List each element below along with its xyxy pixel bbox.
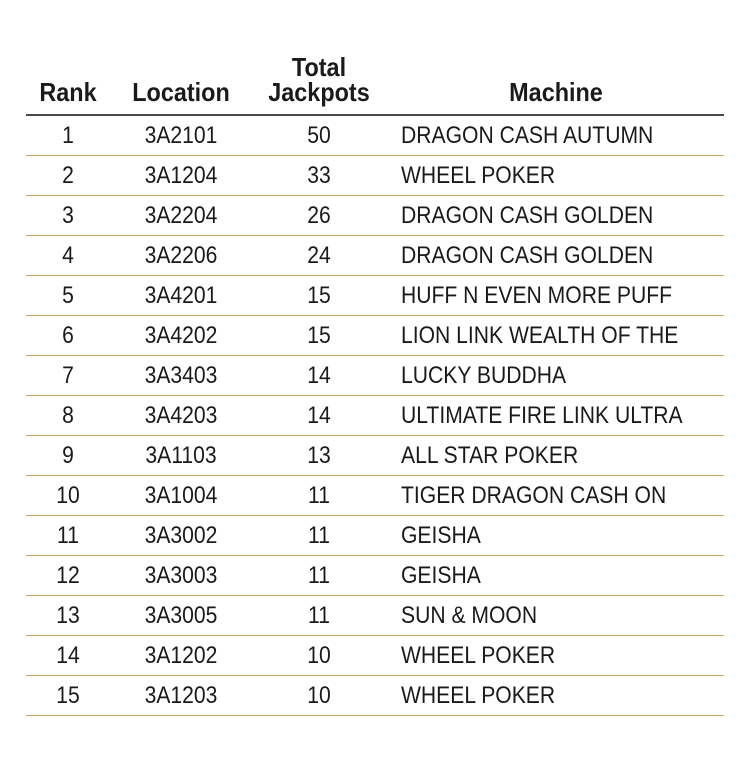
header-machine: Machine — [509, 77, 603, 107]
rank-cell: 8 — [62, 402, 74, 429]
rank-cell: 11 — [57, 522, 79, 549]
location-cell: 3A1204 — [144, 162, 218, 189]
rank-cell: 1 — [62, 122, 74, 149]
table-row — [26, 436, 724, 476]
location-cell: 3A3403 — [144, 362, 218, 389]
total-cell: 14 — [307, 402, 331, 429]
total-cell: 24 — [307, 242, 331, 269]
location-cell: 3A3002 — [144, 522, 218, 549]
rank-cell: 12 — [56, 562, 80, 589]
machine-cell: LUCKY BUDDHA — [401, 362, 567, 389]
table-row — [26, 116, 724, 156]
machine-cell: WHEEL POKER — [401, 642, 556, 669]
rank-cell: 5 — [62, 282, 74, 309]
total-cell: 11 — [308, 482, 330, 509]
rank-cell: 7 — [62, 362, 74, 389]
location-cell: 3A3003 — [144, 562, 218, 589]
total-cell: 50 — [307, 122, 331, 149]
table-row — [26, 596, 724, 636]
table-row — [26, 636, 724, 676]
table-header — [26, 48, 724, 116]
machine-cell: TIGER DRAGON CASH ON — [401, 482, 667, 509]
machine-cell: ALL STAR POKER — [401, 442, 579, 469]
total-cell: 11 — [308, 562, 330, 589]
location-cell: 3A2204 — [144, 202, 218, 229]
jackpot-table — [26, 48, 724, 716]
machine-cell: SUN & MOON — [401, 602, 538, 629]
machine-cell: DRAGON CASH GOLDEN — [401, 202, 654, 229]
table-row — [26, 236, 724, 276]
table-row — [26, 316, 724, 356]
machine-cell: WHEEL POKER — [401, 682, 556, 709]
machine-cell: DRAGON CASH GOLDEN — [401, 242, 654, 269]
machine-cell: WHEEL POKER — [401, 162, 556, 189]
total-cell: 10 — [307, 682, 331, 709]
rank-cell: 2 — [62, 162, 74, 189]
table-row — [26, 476, 724, 516]
rank-cell: 4 — [62, 242, 74, 269]
table-row — [26, 356, 724, 396]
total-cell: 11 — [308, 522, 330, 549]
table-row — [26, 516, 724, 556]
rank-cell: 10 — [56, 482, 80, 509]
machine-cell: DRAGON CASH AUTUMN — [401, 122, 654, 149]
location-cell: 3A1004 — [144, 482, 218, 509]
machine-cell: ULTIMATE FIRE LINK ULTRA — [401, 402, 683, 429]
total-cell: 11 — [308, 602, 330, 629]
machine-cell: GEISHA — [401, 522, 481, 549]
total-cell: 26 — [307, 202, 331, 229]
rank-cell: 14 — [56, 642, 80, 669]
table-row — [26, 396, 724, 436]
total-cell: 15 — [307, 322, 331, 349]
location-cell: 3A3005 — [144, 602, 218, 629]
location-cell: 3A1103 — [145, 442, 217, 469]
table-row — [26, 276, 724, 316]
header-location: Location — [132, 77, 230, 107]
location-cell: 3A2206 — [144, 242, 218, 269]
rank-cell: 13 — [56, 602, 80, 629]
location-cell: 3A4201 — [144, 282, 218, 309]
location-cell: 3A4202 — [144, 322, 218, 349]
location-cell: 3A1203 — [144, 682, 218, 709]
total-cell: 13 — [307, 442, 331, 469]
rank-cell: 6 — [62, 322, 74, 349]
location-cell: 3A4203 — [144, 402, 218, 429]
rank-cell: 15 — [56, 682, 80, 709]
total-cell: 33 — [307, 162, 331, 189]
table-row — [26, 676, 724, 716]
table-row — [26, 196, 724, 236]
header-total-line2: Jackpots — [268, 77, 370, 107]
header-total-line1: Total — [291, 52, 347, 82]
rank-cell: 9 — [62, 442, 74, 469]
header-total-jackpots — [259, 52, 380, 107]
machine-cell: GEISHA — [401, 562, 481, 589]
location-cell: 3A2101 — [144, 122, 218, 149]
table-row — [26, 156, 724, 196]
total-cell: 14 — [307, 362, 331, 389]
header-rank: Rank — [39, 77, 97, 107]
table-row — [26, 556, 724, 596]
location-cell: 3A1202 — [144, 642, 218, 669]
rank-cell: 3 — [62, 202, 74, 229]
total-cell: 15 — [307, 282, 331, 309]
machine-cell: HUFF N EVEN MORE PUFF — [401, 282, 673, 309]
total-cell: 10 — [307, 642, 331, 669]
machine-cell: LION LINK WEALTH OF THE — [401, 322, 679, 349]
